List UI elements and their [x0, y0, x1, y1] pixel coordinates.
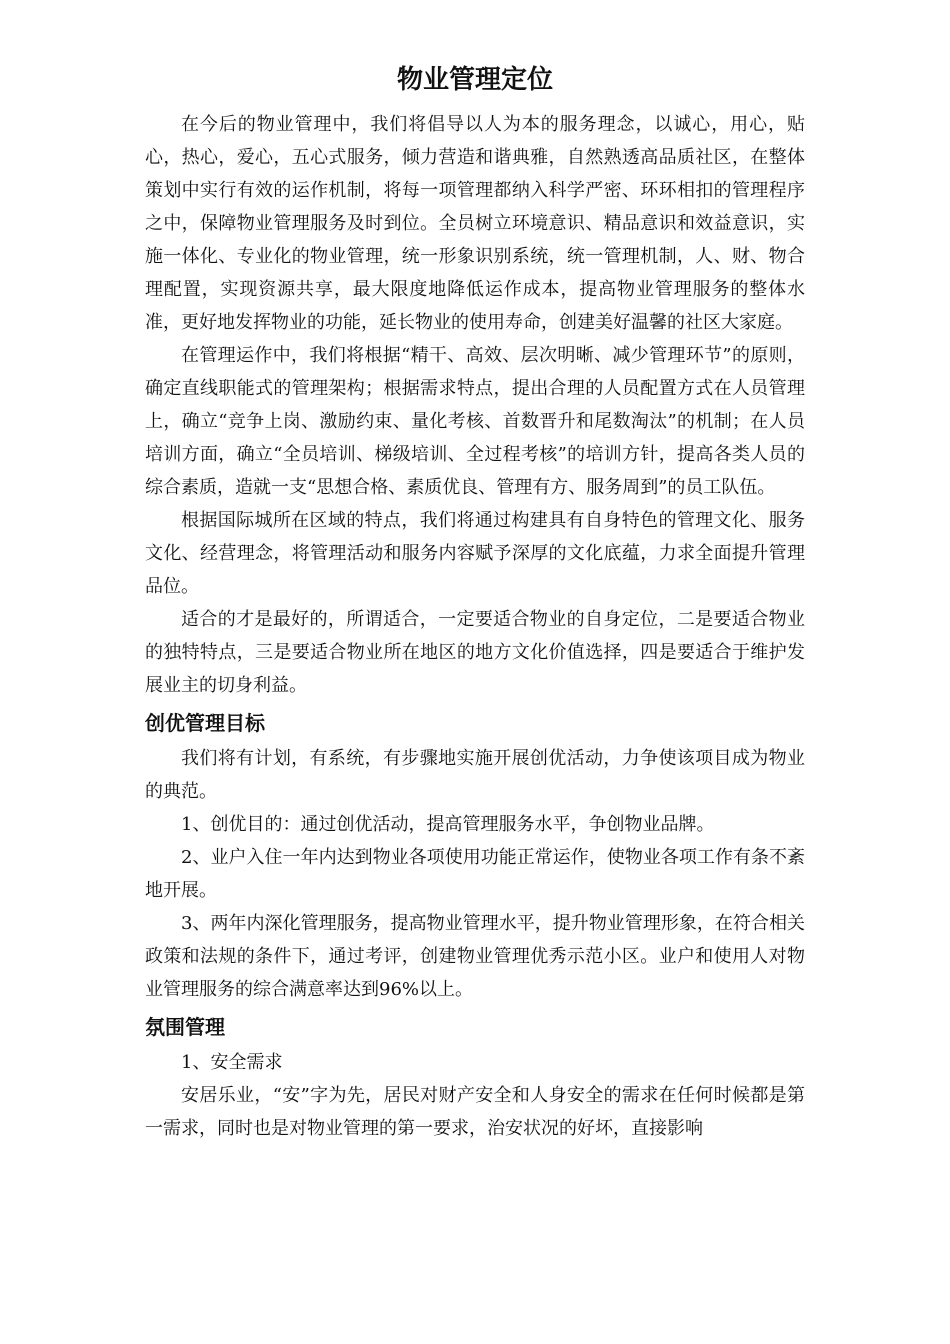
paragraph: 根据国际城所在区域的特点，我们将通过构建具有自身特色的管理文化、服务文化、经营理念，将管理活动和服务内容赋予深厚的文化底蕴，力求全面提升管理品位。	[145, 510, 805, 597]
paragraph: 在今后的物业管理中，我们将倡导以人为本的服务理念，以诚心，用心，贴心，热心，爱心，五心式服务，倾力营造和谐典雅，自然熟透高品质社区，在整体策划中实行有效的运作机制，将每一项管理都纳入科学严密、环环相扣的管理程序之中，保障物业管理服务及时到位。全员树立环境意识、精品意识和效益意识，实施一体化、专业化的物业管理，统一形象识别系统，统一管理机制，人、财、物合理配置，实现资源共享，最大限度地降低运作成本，提高物业管理服务的整体水准，更好地发挥物业的功能，延长物业的使用寿命，创建美好温馨的社区大家庭。	[145, 114, 805, 333]
section-heading: 创优管理目标	[145, 711, 265, 735]
section-heading: 氛围管理	[145, 1015, 225, 1039]
document-body	[145, 108, 805, 1145]
paragraph: 在管理运作中，我们将根据“精干、高效、层次明晰、减少管理环节”的原则，确定直线职能式的管理架构；根据需求特点，提出合理的人员配置方式在人员管理上，确立“竞争上岗、激励约束、量化考核、首数晋升和尾数淘汰”的机制；在人员培训方面，确立“全员培训、梯级培训、全过程考核”的培训方针，提高各类人员的综合素质，造就一支“思想合格、素质优良、管理有方、服务周到”的员工队伍。	[145, 345, 805, 498]
paragraph: 我们将有计划，有系统，有步骤地实施开展创优活动，力争使该项目成为物业的典范。	[145, 748, 805, 802]
paragraph: 适合的才是最好的，所谓适合，一定要适合物业的自身定位，二是要适合物业的独特特点，三是要适合物业所在地区的地方文化价值选择，四是要适合于维护发展业主的切身利益。	[145, 609, 805, 696]
document-title: 物业管理定位	[396, 65, 553, 95]
paragraph: 安居乐业，“安”字为先，居民对财产安全和人身安全的需求在任何时候都是第一需求，同时也是对物业管理的第一要求，治安状况的好坏，直接影响	[145, 1085, 805, 1139]
paragraph: 3、两年内深化管理服务，提高物业管理水平，提升物业管理形象，在符合相关政策和法规的条件下，通过考评，创建物业管理优秀示范小区。业户和使用人对物业管理服务的综合满意率达到96%以上。	[145, 913, 805, 1000]
paragraph: 1、安全需求	[181, 1052, 283, 1073]
paragraph: 2、业户入住一年内达到物业各项使用功能正常运作，使物业各项工作有条不紊地开展。	[145, 847, 805, 901]
paragraph: 1、创优目的：通过创优活动，提高管理服务水平，争创物业品牌。	[181, 814, 715, 835]
